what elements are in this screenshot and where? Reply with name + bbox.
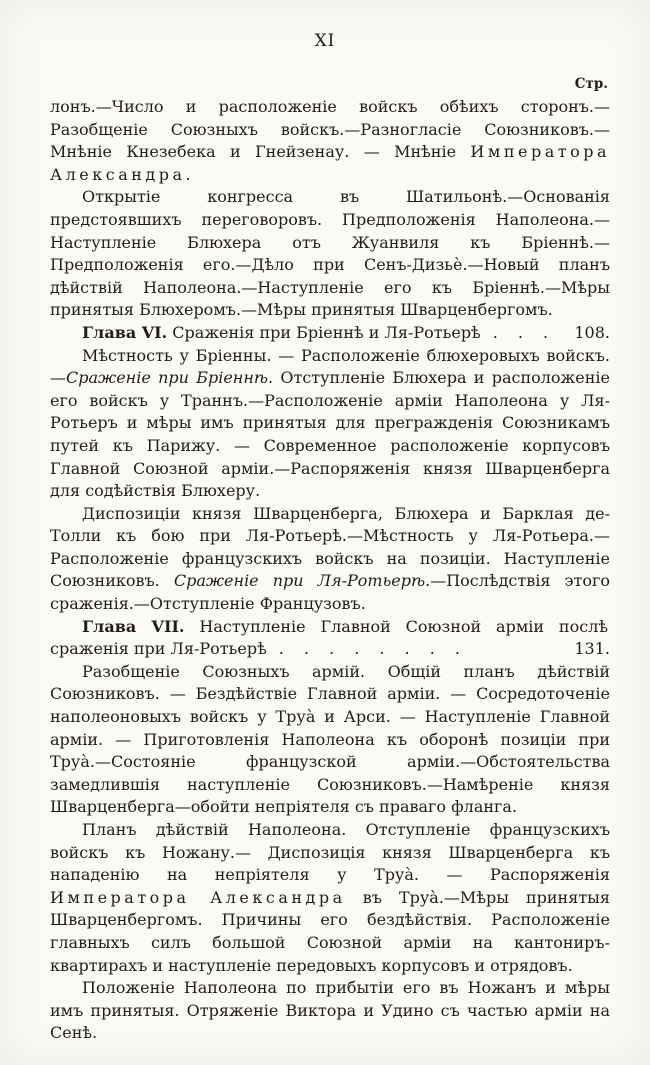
paragraph-text: въ Труà.—Мѣры принятыя Шварценбергомъ. Причины его бездѣйствія. Расположеніе главныхъ силъ большой Союзной арміи на кантониръ-квартирахъ и наступленіе передовыхъ корпусовъ и отрядовъ. bbox=[50, 887, 610, 975]
chapter-title: Сраженія при Бріеннѣ и Ля-Ротьерѣ bbox=[167, 322, 481, 342]
paragraph-text: Планъ дѣйствій Наполеона. Отступленіе французскихъ войскъ къ Ножану.— Диспозиція князя Шварценберга къ нападенію на непріятеля у Труà. — Распоряженія bbox=[50, 820, 610, 885]
emperor-name-spaced: Императора Александра. bbox=[50, 142, 610, 184]
toc-text-block bbox=[50, 96, 610, 1045]
toc-paragraph bbox=[50, 345, 610, 503]
chapter-heading-vii bbox=[50, 616, 610, 661]
paragraph-text: Отступленіе Блюхера и расположеніе его войскъ у Траннъ.—Расположеніе арміи Наполеона у Ля-Ротьеръ и мѣры имъ принятыя для прегражденія Союзникамъ путей къ Парижу. — Современное расположеніе корпусовъ Главной Союзной арміи.—Распоряженія князя Шварценберга для содѣйствія Блюхеру. bbox=[50, 368, 610, 501]
toc-paragraph bbox=[50, 977, 610, 1045]
chapter-page-number: 131. bbox=[574, 639, 610, 659]
paragraph-text: —Послѣдствія этого сраженія.—Отступленіе Французовъ. bbox=[50, 571, 610, 614]
dot-leader: . . . . . . . . bbox=[278, 639, 461, 659]
chapter-page-number: 108. bbox=[574, 322, 610, 342]
toc-paragraph bbox=[50, 503, 610, 616]
paragraph-text: Открытіе конгресса въ Шатильонѣ.—Основанія предстоявшихъ переговоровъ. Предположенія Наполеона.—Наступленіе Блюхера отъ Жуанвиля къ Бріеннѣ.—Предположенія его.—Дѣло при Сенъ-Дизьè.—Новый планъ дѣйствій Наполеона.—Наступленіе его къ Бріеннѣ.—Мѣры принятыя Блюхеромъ.—Мѣры принятыя Шварценбергомъ. bbox=[50, 187, 610, 320]
battle-name-italic: Сраженіе при Ля-Ротьерѣ. bbox=[173, 571, 431, 591]
toc-paragraph-continuation bbox=[50, 96, 610, 186]
page-column-header: Стр. bbox=[574, 76, 608, 92]
battle-name-italic: Сраженіе при Бріеннѣ. bbox=[66, 368, 274, 388]
paragraph-text: Мѣстность у Бріенны. — Расположеніе блюхеровыхъ войскъ.— bbox=[50, 345, 610, 388]
paragraph-text: Диспозиціи князя Шварценберга, Блюхера и Барклая де-Толли къ бою при Ля-Ротьерѣ.—Мѣстность у Ля-Ротьера.—Расположеніе французскихъ войскъ на позиціи. Наступленіе Союзниковъ. bbox=[50, 503, 610, 591]
chapter-title: Наступленіе Главной Союзной арміи послѣ сраженія при Ля-Ротьерѣ bbox=[50, 616, 609, 659]
chapter-label: Глава VI. bbox=[82, 322, 168, 342]
toc-paragraph bbox=[50, 819, 610, 977]
emperor-name-spaced: Императора Александра bbox=[50, 887, 346, 907]
dot-leader: . . . bbox=[492, 322, 549, 342]
paragraph-text: Положеніе Наполеона по прибытіи его въ Ножанъ и мѣры имъ принятыя. Отряженіе Виктора и Удино съ частью арміи на Сенѣ. bbox=[50, 978, 610, 1043]
chapter-heading-vi bbox=[50, 322, 610, 345]
page-folio: XI bbox=[314, 31, 336, 51]
paragraph-text: лонъ.—Число и расположеніе войскъ обѣихъ сторонъ.—Разобщеніе Союзныхъ войскъ.—Разногласіе Союзниковъ.—Мнѣніе Кнезебека и Гнейзенау. — Мнѣніе bbox=[50, 97, 610, 162]
toc-paragraph bbox=[50, 661, 610, 819]
toc-paragraph bbox=[50, 186, 610, 322]
paragraph-text: Разобщеніе Союзныхъ армій. Общій планъ дѣйствій Союзниковъ. — Бездѣйствіе Главной арміи. — Сосредоточеніе наполеоновыхъ войскъ у Труà и Арси. — Наступленіе Главной арміи. — Приготовленія Наполеона къ оборонѣ позиціи при Труà.—Состояніе французской арміи.—Обстоятельства замедлившія наступленіе Союзниковъ.—Намѣреніе князя Шварценберга—обойти непріятеля съ праваго фланга. bbox=[50, 661, 610, 817]
chapter-label: Глава VII. bbox=[82, 616, 185, 636]
